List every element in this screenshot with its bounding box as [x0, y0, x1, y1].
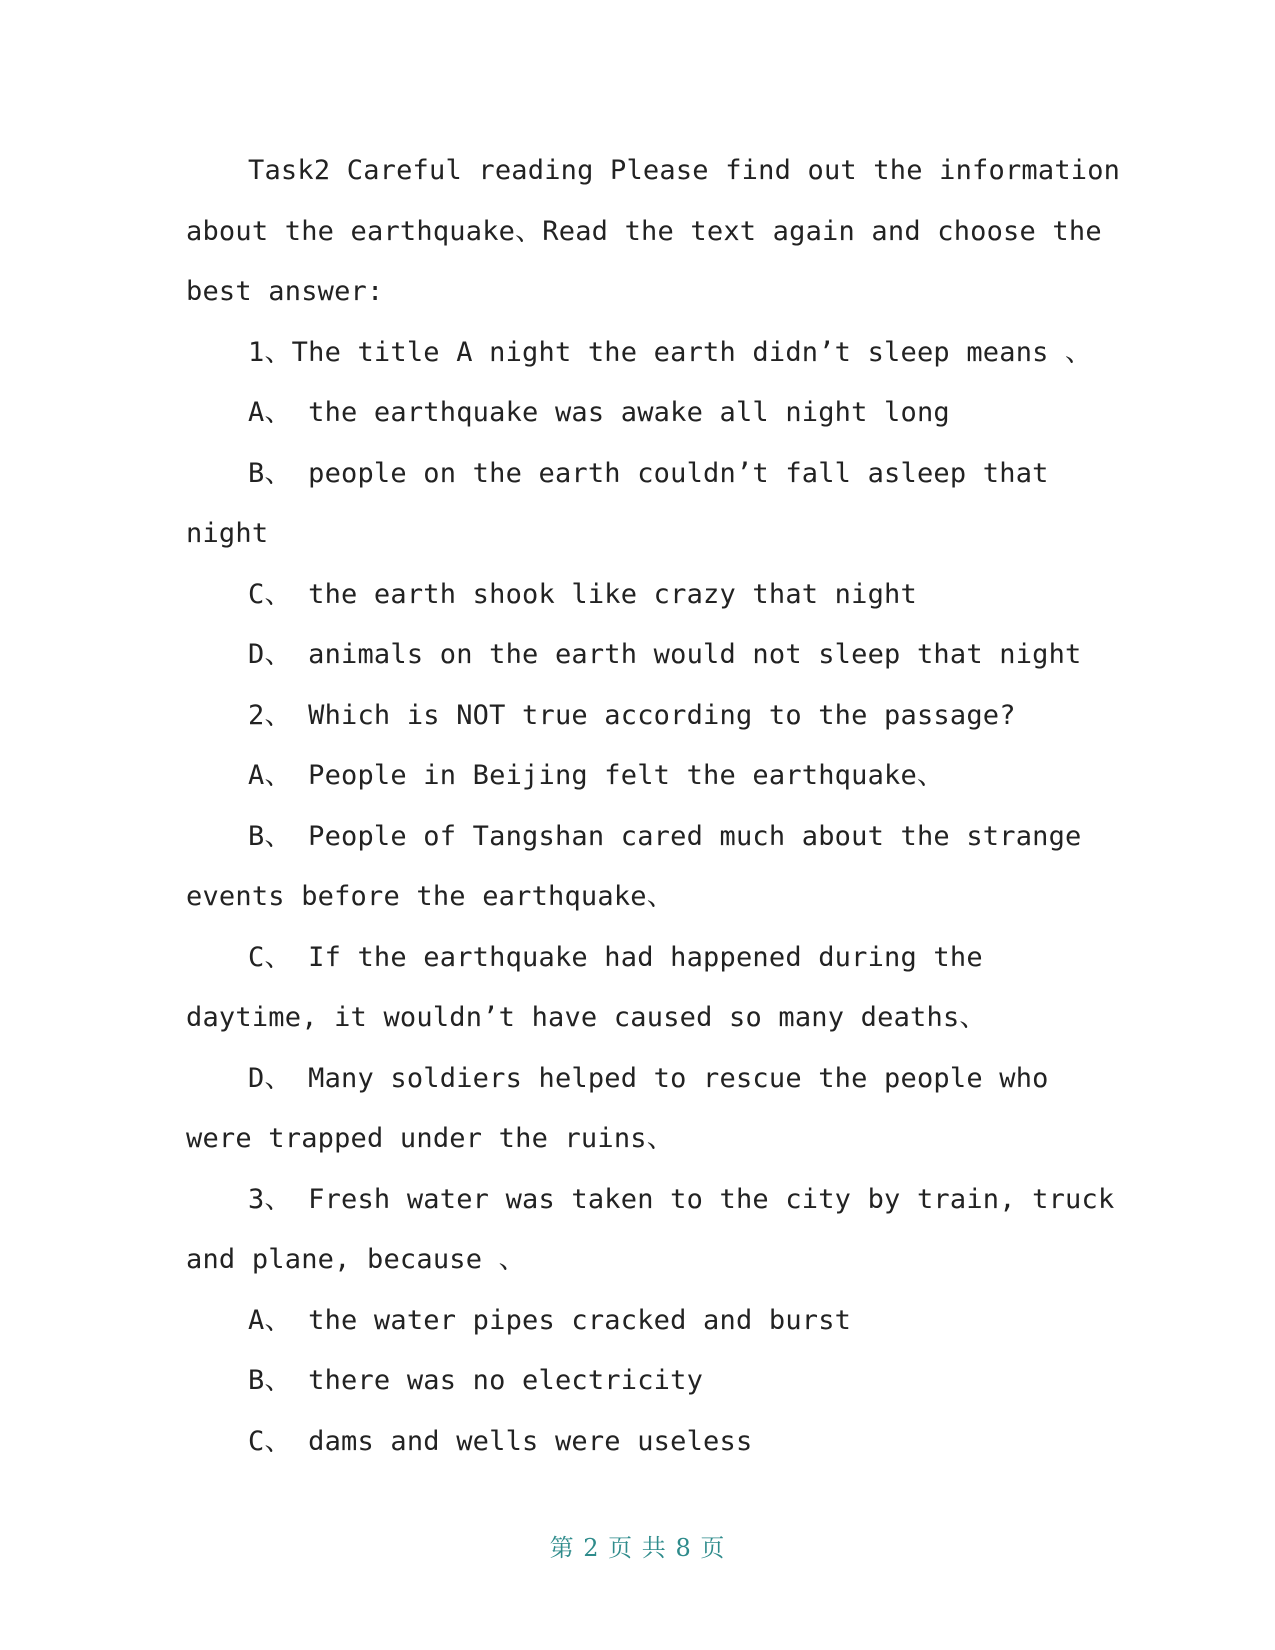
option-line: C、 dams and wells were useless — [248, 1425, 753, 1457]
option-line: D、 animals on the earth would not sleep that night — [248, 639, 1082, 670]
text-line: and plane, because 、 — [186, 1244, 526, 1275]
text-line: events before the earthquake、 — [186, 881, 674, 912]
option-line: B、 people on the earth couldn’t fall asleep that — [248, 457, 1049, 489]
option-line: B、 People of Tangshan cared much about the strange — [248, 820, 1082, 852]
text-line: best answer: — [186, 276, 384, 307]
question-2: 2、 Which is NOT true according to the passage? — [248, 699, 1016, 731]
document-body — [186, 141, 1121, 1472]
page-number-footer: 第 2 页 共 8 页 — [549, 1534, 726, 1562]
text-line: about the earthquake、Read the text again and choose the — [186, 215, 1102, 247]
option-line: A、 the earthquake was awake all night long — [248, 397, 950, 428]
text-line: night — [186, 518, 269, 549]
text-line: Task2 Careful reading Please find out the information — [248, 155, 1121, 186]
option-line: A、 People in Beijing felt the earthquake、 — [248, 760, 945, 791]
option-line: A、 the water pipes cracked and burst — [248, 1304, 852, 1336]
question-1: 1、The title A night the earth didn’t sleep means 、 — [248, 336, 1093, 368]
text-line: daytime, it wouldn’t have caused so many deaths、 — [186, 1002, 987, 1033]
option-line: B、 there was no electricity — [248, 1365, 704, 1396]
option-line: C、 If the earthquake had happened during the — [248, 941, 983, 973]
option-line: C、 the earth shook like crazy that night — [248, 578, 917, 610]
text-line: were trapped under the ruins、 — [186, 1123, 674, 1154]
question-3: 3、 Fresh water was taken to the city by train, truck — [248, 1183, 1115, 1215]
option-line: D、 Many soldiers helped to rescue the people who — [248, 1062, 1049, 1094]
